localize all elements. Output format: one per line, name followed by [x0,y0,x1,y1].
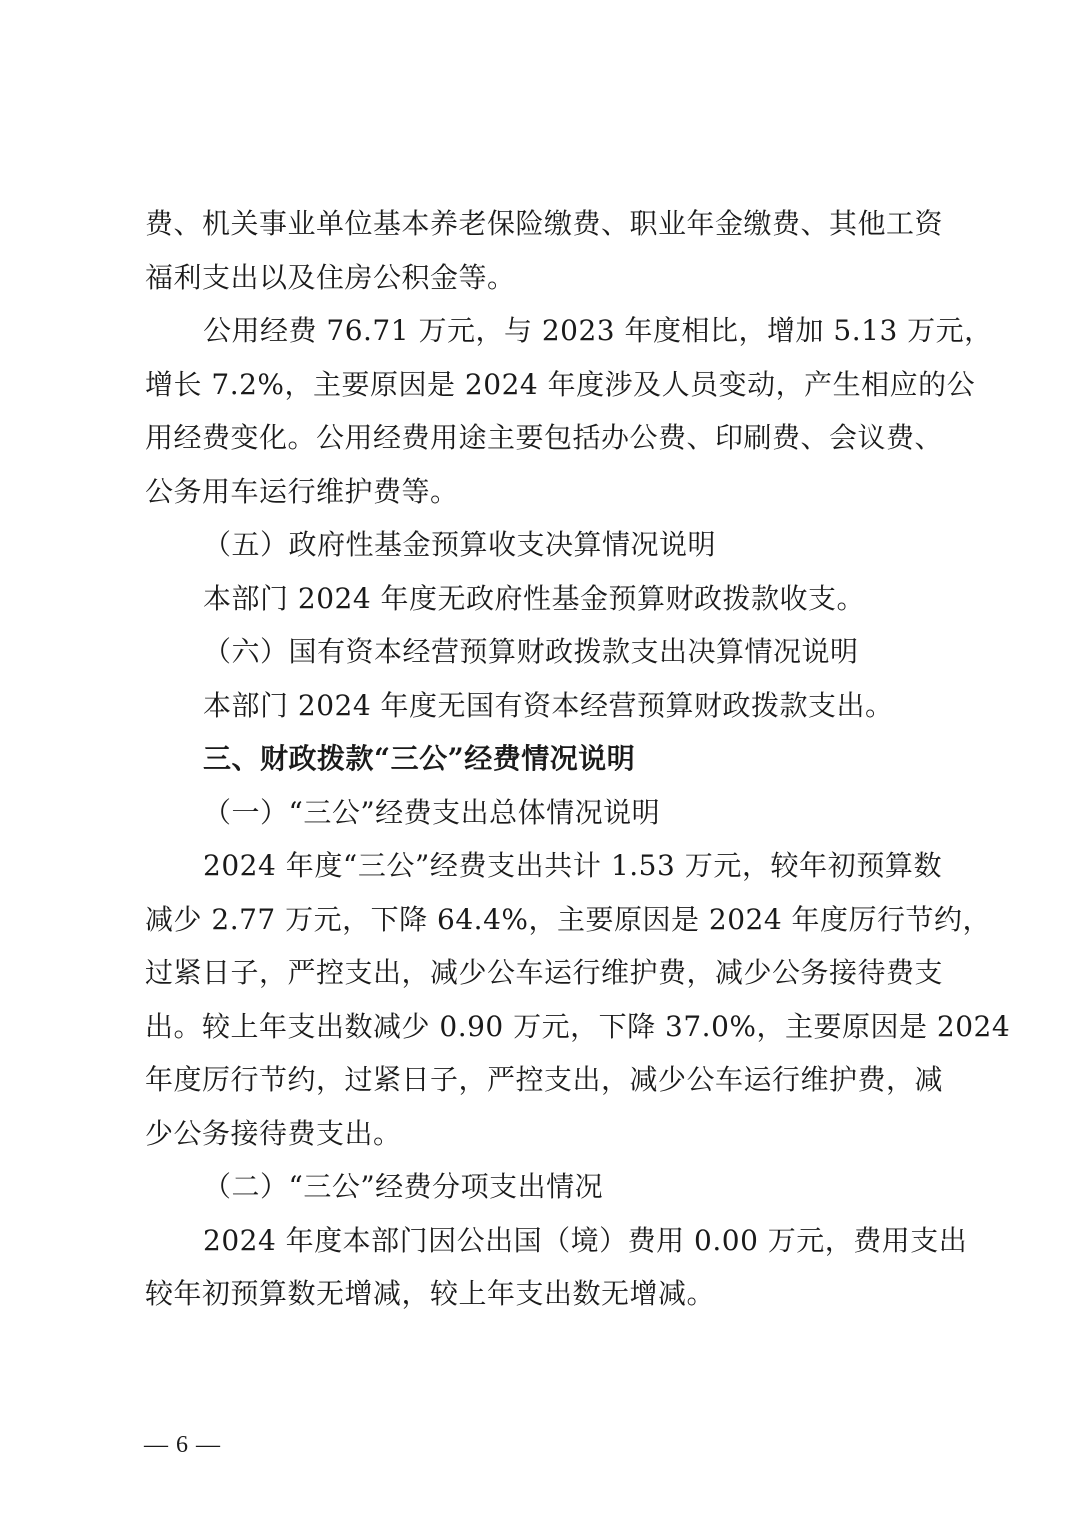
paragraph-line: 2024 年度本部门因公出国（境）费用 0.00 万元，费用支出 [203,1223,968,1257]
paragraph-line: 本部门 2024 年度无国有资本经营预算财政拨款支出。 [203,688,894,722]
paragraph-line: 较年初预算数无增减，较上年支出数无增减。 [145,1277,716,1310]
paragraph-line: 出。较上年支出数减少 0.90 万元，下降 37.0%，主要原因是 2024 [145,1009,1011,1043]
section-heading-3: 三、财政拨款“三公”经费情况说明 [203,742,636,775]
paragraph-line: 公务用车运行维护费等。 [145,474,459,508]
paragraph-line: 本部门 2024 年度无政府性基金预算财政拨款收支。 [203,581,866,615]
page-number: — 6 — [144,1432,221,1458]
subsection-heading-5: （五）政府性基金预算收支决算情况说明 [203,528,717,561]
paragraph-line: 减少 2.77 万元，下降 64.4%，主要原因是 2024 年度厉行节约， [145,902,992,936]
subsection-heading-2: （二）“三公”经费分项支出情况 [203,1170,604,1203]
paragraph-line: 2024 年度“三公”经费支出共计 1.53 万元，较年初预算数 [203,849,942,882]
paragraph-line: 公用经费 76.71 万元，与 2023 年度相比，增加 5.13 万元， [203,314,993,347]
subsection-heading-1: （一）“三公”经费支出总体情况说明 [203,795,661,829]
paragraph-line: 费、机关事业单位基本养老保险缴费、职业年金缴费、其他工资 [145,207,944,240]
paragraph-line: 福利支出以及住房公积金等。 [145,260,516,294]
paragraph-line: 增长 7.2%，主要原因是 2024 年度涉及人员变动，产生相应的公 [145,367,976,401]
document-body [145,197,1011,1321]
paragraph-line: 年度厉行节约，过紧日子，严控支出，减少公车运行维护费，减 [145,1063,944,1096]
paragraph-line: 少公务接待费支出。 [145,1116,402,1150]
subsection-heading-6: （六）国有资本经营预算财政拨款支出决算情况说明 [203,635,859,668]
paragraph-line: 过紧日子，严控支出，减少公车运行维护费，减少公务接待费支 [145,956,944,989]
paragraph-line: 用经费变化。公用经费用途主要包括办公费、印刷费、会议费、 [145,421,944,454]
